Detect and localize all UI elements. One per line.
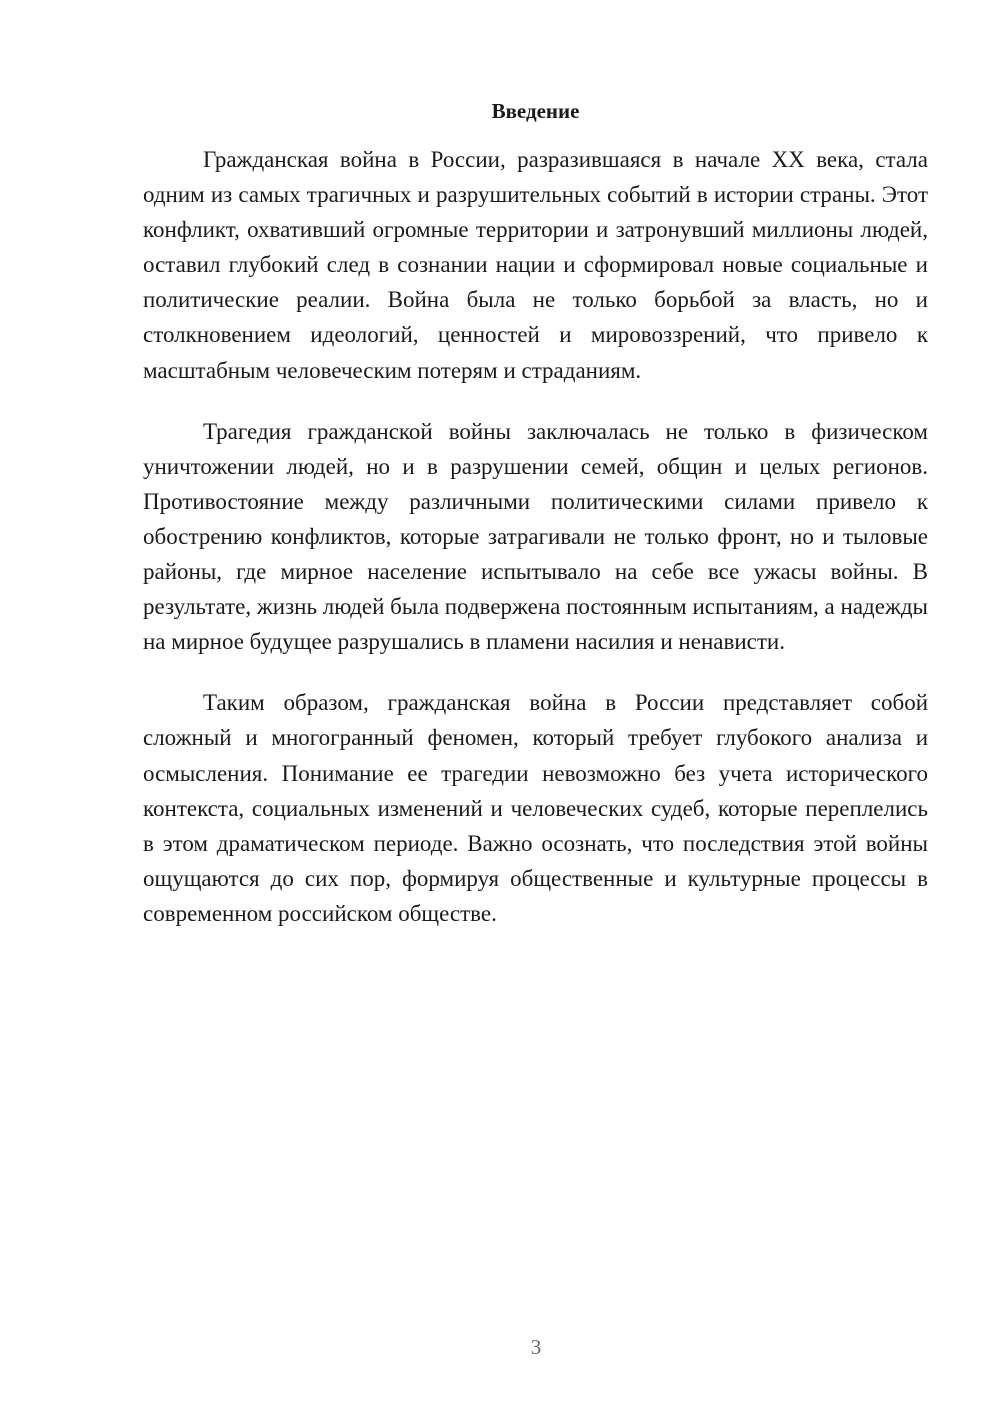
paragraph-3: Таким образом, гражданская война в России представляет собой сложный и многогранный феномен, который требует глубокого анализа и осмысления. Понимание ее трагедии невозможно без учета исторического контекста, социальных изменений и человеческих судеб, которые переплелись в этом драматическом периоде. Важно осознать, что последствия этой войны ощущаются до сих пор, формируя общественные и культурные процессы в современном российском обществе.: [143, 690, 928, 926]
page-number: 3: [530, 1335, 542, 1359]
section-title: Введение: [491, 99, 580, 123]
body-text: [143, 142, 928, 957]
paragraph-1: Гражданская война в России, разразившаяся в начале XX века, стала одним из самых трагичных и разрушительных событий в истории страны. Этот конфликт, охвативший огромные территории и затронувший миллионы людей, оставил глубокий след в сознании нации и сформировал новые социальные и политические реалии. Война была не только борьбой за власть, но и столкновением идеологий, ценностей и мировоззрений, что привело к масштабным человеческим потерям и страданиям.: [143, 147, 928, 383]
paragraph-2: Трагедия гражданской войны заключалась не только в физическом уничтожении людей, но и в разрушении семей, общин и целых регионов. Противостояние между различными политическими силами привело к обострению конфликтов, которые затрагивали не только фронт, но и тыловые районы, где мирное население испытывало на себе все ужасы войны. В результате, жизнь людей была подвержена постоянным испытаниям, а надежды на мирное будущее разрушались в пламени насилия и ненависти.: [143, 418, 928, 655]
